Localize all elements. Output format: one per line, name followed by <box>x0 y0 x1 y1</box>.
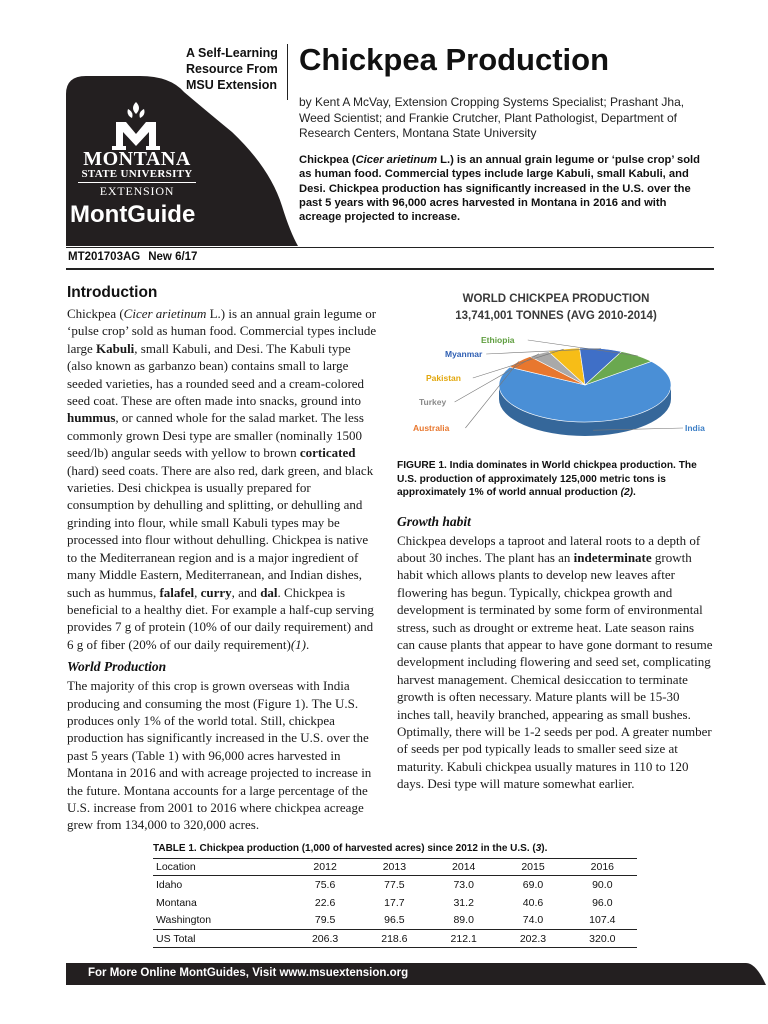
tagline <box>186 45 286 93</box>
table-total-row <box>153 930 637 948</box>
table-row <box>153 876 637 894</box>
growth-habit-paragraph: Chickpea develops a taproot and lateral roots to a depth of about 30 inches. The plant has an indeterminate growth habit which allows plants to develop new leaves after flowering has begun. Typically, chickpea growth and development is terminated by some form of environmental stress, such as drought or extreme heat. Late season rains can cause plants that appear to have gone dormant to resume development including flowering and seed set, complicating harvest management. Chemical desiccation to terminate growth is often necessary. Mature plants will be 15-30 inches tall, heavily branched, appearing as small bushes. Optimally, there will be 1-2 seeds per pod. A greater number of seeds per pod typically leads to smaller seed size at maturity. Kabuli chickpea usually matures in 110 to 120 days. Desi type will mature somewhat earlier. <box>397 532 713 792</box>
production-table-section <box>153 843 639 948</box>
montana-wordmark: MONTANA <box>83 148 191 170</box>
section-heading-growth-habit: Growth habit <box>397 513 471 529</box>
column-header: 2012 <box>290 859 359 876</box>
section-heading-introduction: Introduction <box>67 284 158 301</box>
tagline-line: Resource From <box>186 62 278 76</box>
column-header: 2013 <box>360 859 429 876</box>
table-cell: 74.0 <box>522 914 544 927</box>
column-header: 2016 <box>568 859 637 876</box>
chart-title: WORLD CHICKPEA PRODUCTION <box>462 293 650 305</box>
publication-edition: New 6/17 <box>148 251 198 263</box>
table-cell: 218.6 <box>360 930 429 948</box>
table-cell: Montana <box>156 896 197 909</box>
table-caption: TABLE 1. Chickpea production (1,000 of harvested acres) since 2012 in the U.S. (3). <box>153 843 548 854</box>
msu-logo-icon <box>106 100 166 152</box>
publication-id <box>68 251 205 263</box>
footer-text: For More Online MontGuides, Visit www.msuextension.org <box>88 967 409 979</box>
table-cell: 96.5 <box>384 914 405 927</box>
table-cell: 320.0 <box>568 930 637 948</box>
table-cell: 22.6 <box>314 896 336 909</box>
table-cell: Idaho <box>156 878 183 891</box>
production-table <box>153 858 637 948</box>
page-title: Chickpea Production <box>299 42 610 77</box>
publication-number: MT201703AG <box>68 251 141 263</box>
header-panel <box>0 0 300 246</box>
extension-wordmark: EXTENSION <box>99 184 175 198</box>
tagline-line: A Self-Learning <box>186 46 278 60</box>
table-row <box>153 894 637 912</box>
table-cell: 79.5 <box>314 914 336 927</box>
divider <box>78 182 196 183</box>
table-cell: 107.4 <box>589 914 616 927</box>
table-cell: 31.2 <box>453 896 474 909</box>
footer-banner <box>66 963 766 985</box>
table-row <box>153 912 637 930</box>
table-cell: 75.6 <box>314 878 336 891</box>
title-divider <box>287 44 288 100</box>
table-cell: 90.0 <box>592 878 613 891</box>
pie-label-turkey: Turkey <box>419 397 447 407</box>
column-header: 2014 <box>429 859 498 876</box>
table-cell: 69.0 <box>522 878 544 891</box>
table-cell: US Total <box>153 930 290 948</box>
montguide-wordmark: MontGuide <box>70 201 196 228</box>
state-university-wordmark: STATE UNIVERSITY <box>81 168 193 180</box>
section-heading-world-production: World Production <box>67 659 167 675</box>
table-cell: 206.3 <box>290 930 359 948</box>
table-cell: 89.0 <box>453 914 474 927</box>
table-cell: 17.7 <box>384 896 405 909</box>
figure-caption: FIGURE 1. India dominates in World chickpea production. The U.S. production of approximately 125,000 metric tons is approximately 1% of world annual production (2). <box>397 460 697 498</box>
table-cell: 77.5 <box>384 878 405 891</box>
table-cell: 40.6 <box>522 896 544 909</box>
column-header: 2015 <box>498 859 567 876</box>
pie-label-india: India <box>685 423 705 433</box>
table-cell: 73.0 <box>453 878 474 891</box>
summary: Chickpea (Cicer arietinum L.) is an annual grain legume or ‘pulse crop’ sold as human food. Commercial types include large Kabuli, small Kabuli, and Desi. Chickpea production has significantly increased in the U.S. over the past 5 years with 96,000 acres harvested in Montana in 2016 and with acreage projected to increase. <box>299 154 700 224</box>
table-cell: 202.3 <box>498 930 567 948</box>
table-cell: 96.0 <box>592 896 613 909</box>
divider <box>66 268 714 270</box>
authors: by Kent A McVay, Extension Cropping Systems Specialist; Prashant Jha, Weed Scientist; and Frankie Crutcher, Plant Pathologist, Department of Research Centers, Montana State University <box>299 95 685 140</box>
divider <box>66 247 714 248</box>
left-column <box>67 284 379 834</box>
right-column <box>397 291 715 793</box>
pie-label-ethiopia: Ethiopia <box>481 335 515 345</box>
column-header: Location <box>153 859 290 876</box>
intro-paragraph: Chickpea (Cicer arietinum L.) is an annual grain legume or ‘pulse crop’ sold as human food. Commercial types include large Kabuli, small Kabuli, and Desi. The Kabuli type (also known as garbanzo bean) contains small to large seeded varieties, has a rounded seed and a cream-colored seed coat. These are often made into snacks, ground into hummus, or canned whole for the salad market. The less commonly grown Desi type are smaller (nominally 1500 seed/lb) angular seeds with yellow to brown corticated (hard) seed coats. There are also red, dark green, and black varieties. Desi chickpea is usually prepared for consumption by dehulling and splitting, or dehulling and grinding into flour, while small Kabuli types may be processed into flour without dehulling. Chickpea is native to the Mediterranean region and is a major ingredient of many Middle Eastern, Mediterranean, and Indian dishes, such as hummus, falafel, curry, and dal. Chickpea is beneficial to a healthy diet. For example a half-cup serving provides 7 g of protein (10% of our daily requirement) and 6 g of fiber (20% of our daily requirement)(1). <box>67 306 377 652</box>
table-cell: Washington <box>156 914 212 927</box>
tagline-line: MSU Extension <box>186 78 277 92</box>
pie-chart <box>397 331 715 455</box>
table-header-row <box>153 859 637 876</box>
pie-label-myanmar: Myanmar <box>445 349 483 359</box>
pie-label-australia: Australia <box>413 423 450 433</box>
world-production-paragraph: The majority of this crop is grown overseas with India producing and consuming the most (Figure 1). The U.S. produces only 1% of the world total. Still, chickpea production has significantly increased in the U.S. over the past 5 years (Table 1) with 96,000 acres harvested in Montana in 2016 and with acreage projected to increase in the future. Montana accounts for a large percentage of the U.S. increase from 2001 to 2016 where chickpea acreage grew from 134,000 to 320,000 acres. <box>67 678 372 833</box>
pie-label-pakistan: Pakistan <box>426 373 461 383</box>
table-cell: 212.1 <box>429 930 498 948</box>
chart-subtitle: 13,741,001 TONNES (AVG 2010-2014) <box>455 310 657 322</box>
